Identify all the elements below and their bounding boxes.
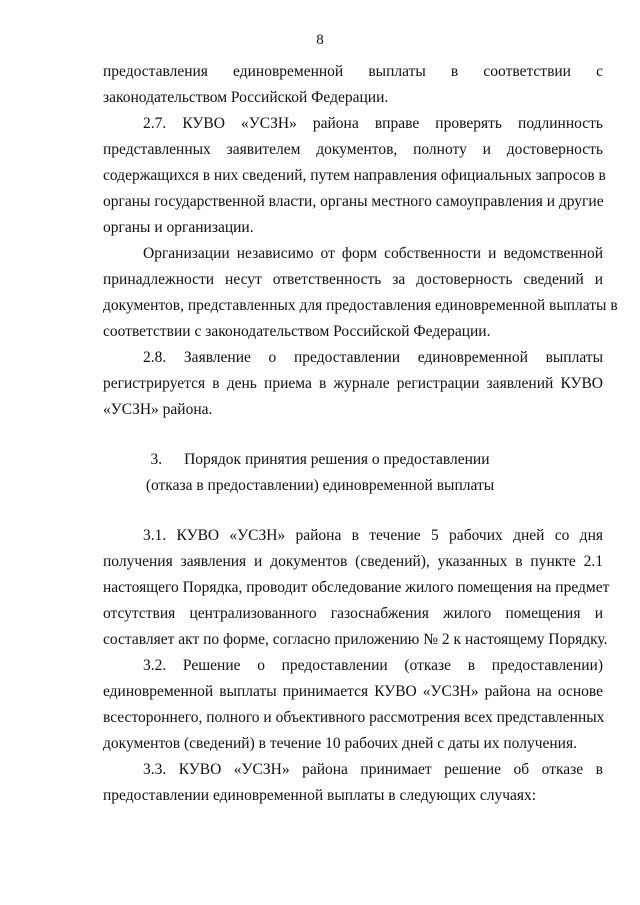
section-title: Порядок принятия решения о предоставлении <box>184 451 490 468</box>
text-line: «УСЗН» района. <box>103 401 213 418</box>
text-line: законодательством Российской Федерации. <box>103 89 389 106</box>
text-line: содержащихся в них сведений, путем направления официальных запросов в <box>103 167 606 184</box>
text-line: получения заявления и документов (сведений), указанных в пункте 2.1 <box>103 553 603 570</box>
text-line: соответствии с законодательством Российской Федерации. <box>103 323 491 340</box>
text-line: единовременной выплаты принимается КУВО «УСЗН» района на основе <box>103 683 603 700</box>
text-line: документов, представленных для предоставления единовременной выплаты в <box>103 297 618 314</box>
clause-2-8-line: 2.8. Заявление о предоставлении единовременной выплаты <box>143 349 603 366</box>
text-line: предоставления единовременной выплаты в соответствии с <box>103 63 603 80</box>
text-line: документов (сведений) в течение 10 рабочих дней с даты их получения. <box>103 735 577 752</box>
section-heading-line-2: (отказа в предоставлении) единовременной выплаты <box>145 477 495 494</box>
text-line: органы и организации. <box>103 219 254 236</box>
text-line: представленных заявителем документов, полноту и достоверность <box>103 141 603 158</box>
text-line: отсутствия централизованного газоснабжения жилого помещения и <box>103 605 603 622</box>
page-number: 8 <box>316 32 324 48</box>
text-line: предоставлении единовременной выплаты в следующих случаях: <box>103 787 537 804</box>
paragraph-first-line: Организации независимо от форм собственности и ведомственной <box>143 245 603 262</box>
section-heading-line-1 <box>0 450 640 470</box>
text-line: принадлежности несут ответственность за достоверность сведений и <box>103 271 603 288</box>
text-line: органы государственной власти, органы местного самоуправления и другие <box>103 193 604 210</box>
clause-2-7-line: 2.7. КУВО «УСЗН» района вправе проверять подлинность <box>143 115 603 132</box>
clause-3-2-line: 3.2. Решение о предоставлении (отказе в предоставлении) <box>143 657 603 674</box>
section-number: 3. <box>150 451 163 468</box>
text-line: настоящего Порядка, проводит обследование жилого помещения на предмет <box>103 579 610 596</box>
text-line: регистрируется в день приема в журнале регистрации заявлений КУВО <box>103 375 603 392</box>
clause-3-1-line: 3.1. КУВО «УСЗН» района в течение 5 рабочих дней со дня <box>143 527 603 544</box>
text-line: всестороннего, полного и объективного рассмотрения всех представленных <box>103 709 605 726</box>
text-line: составляет акт по форме, согласно приложению № 2 к настоящему Порядку. <box>103 631 608 648</box>
clause-3-3-line: 3.3. КУВО «УСЗН» района принимает решение об отказе в <box>143 761 603 778</box>
